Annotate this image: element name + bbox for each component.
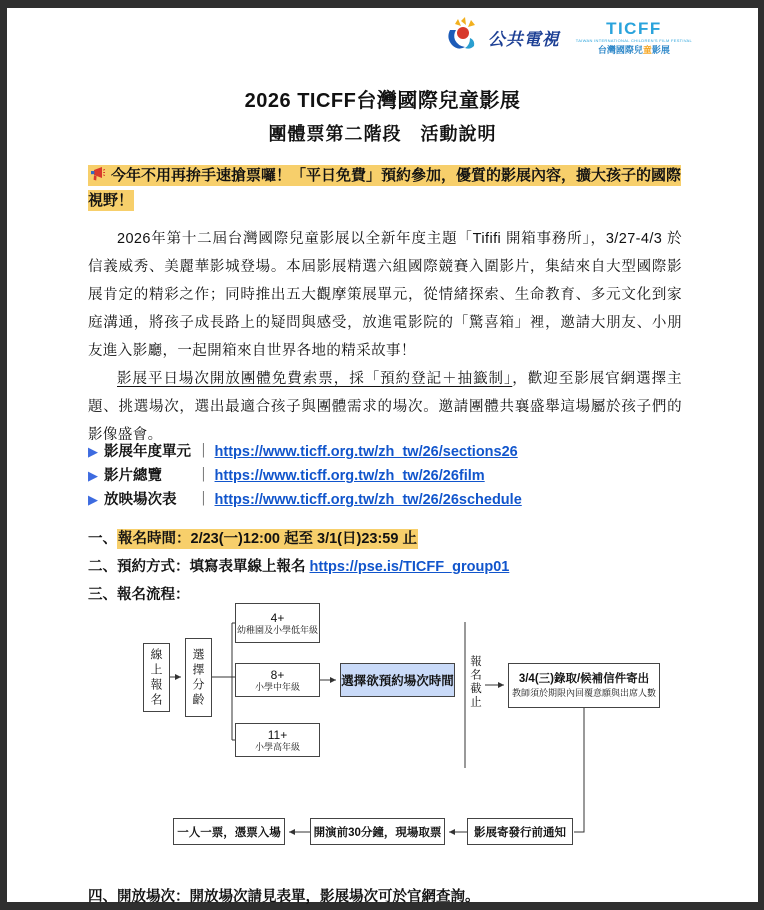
- header-logos: [444, 16, 692, 59]
- flow-online-signup-box: 線上報名: [143, 643, 170, 712]
- ticff-logo-subtitle: 台灣國際兒童影展: [597, 45, 670, 55]
- notice-paragraph: [88, 365, 682, 449]
- callout-text: 今年不用再拚手速搶票囉！「平日免費」預約參加，優質的影展內容，擴大孩子的國際視野！: [88, 167, 682, 209]
- triangle-marker-icon: ▶: [88, 492, 98, 507]
- link-label: 影片總覽: [104, 468, 162, 484]
- pts-star-icon: [444, 16, 484, 59]
- schedule-link[interactable]: https://www.ticff.org.tw/zh_tw/26/26schedule: [214, 492, 522, 508]
- flow-deadline-label: 報名截止: [469, 655, 481, 709]
- flow-pick-session-box: 選擇欲預約場次時間: [340, 663, 455, 697]
- item-registration-time: 一、報名時間：2/23(一)12:00 起至 3/1(日)23:59 止: [88, 531, 417, 547]
- megaphone-icon: [89, 166, 105, 189]
- ticff-logo-tagline: TAIWAN INTERNATIONAL CHILDREN'S FILM FESTIVAL: [575, 38, 692, 43]
- item-registration-method: 二、預約方式：填寫表單線上報名 https://pse.is/TICFF_group01: [88, 559, 510, 575]
- link-row-schedule: ▶ 放映場次表 ｜ https://www.ticff.org.tw/zh_tw/26/26schedule: [88, 488, 682, 512]
- document-page: [7, 8, 758, 905]
- notice-underlined: 影展平日場次開放團體免費索票，採「預約登記＋抽籤制」: [117, 371, 513, 387]
- item-open-sessions: 四、開放場次：開放場次請見表單，影展場次可於官網查詢。: [88, 889, 480, 905]
- link-row-films: ▶ 影片總覽 ｜ https://www.ticff.org.tw/zh_tw/26/26film: [88, 464, 682, 488]
- flow-age-4plus-box: 4+ 幼稚園及小學低年級: [235, 603, 320, 643]
- ticff-logo-text: TICFF: [606, 19, 662, 38]
- sections-link[interactable]: https://www.ticff.org.tw/zh_tw/26/sections26: [214, 444, 518, 460]
- callout-banner: [88, 164, 682, 212]
- flow-age-11plus-box: 11+ 小學高年級: [235, 723, 320, 757]
- flow-age-8plus-box: 8+ 小學中年級: [235, 663, 320, 697]
- notice-rest: ，歡迎至影展官網選擇主題、挑選場次，選出最適合孩子與團體需求的場次。邀請團體共襄盛舉這場屬於孩子們的影像盛會。: [88, 371, 682, 443]
- ticff-mascot-glyph: 童: [642, 45, 652, 55]
- flow-ticket-pickup-box: 開演前30分鐘，現場取票: [310, 818, 445, 845]
- link-label: 影展年度單元: [104, 444, 191, 460]
- page-title: 2026 TICFF台灣國際兒童影展: [244, 90, 521, 112]
- triangle-marker-icon: ▶: [88, 468, 98, 483]
- triangle-marker-icon: ▶: [88, 444, 98, 459]
- flow-age-select-box: 選擇分齡: [185, 638, 212, 717]
- pts-logo: [444, 16, 560, 59]
- registration-time-highlight: 報名時間：2/23(一)12:00 起至 3/1(日)23:59 止: [118, 531, 417, 547]
- link-label: 放映場次表: [104, 492, 177, 508]
- ticff-logo: [576, 20, 692, 55]
- page-subtitle: 團體票第二階段 活動說明: [268, 124, 497, 144]
- registration-form-link[interactable]: https://pse.is/TICFF_group01: [309, 559, 510, 575]
- item-registration-process: 三、報名流程：: [88, 587, 190, 603]
- flow-entry-box: 一人一票，憑票入場: [173, 818, 285, 845]
- flow-result-mail-box: 3/4(三)錄取/候補信件寄出 教師須於期限內回覆意願與出席人數: [508, 663, 660, 708]
- films-link[interactable]: https://www.ticff.org.tw/zh_tw/26/26film: [214, 468, 485, 484]
- link-list: [88, 440, 682, 512]
- pts-logo-text: 公共電視: [487, 30, 560, 49]
- flow-pre-event-notice-box: 影展寄發行前通知: [467, 818, 573, 845]
- intro-paragraph: 2026年第十二屆台灣國際兒童影展以全新年度主題「Tififi 開箱事務所」，3/27-4/3 於信義威秀、美麗華影城登場。本屆影展精選六組國際競賽入圍影片，集結來自大型國際影展肯定的精彩之作；同時推出五大觀摩策展單元，從情緒探索、生命教育、多元文化到家庭溝通，將孩子成長路上的疑問與感受，放進電影院的「驚喜箱」裡，邀請大朋友、小朋友進入影廳，一起開箱來自世界各地的精采故事！: [88, 231, 682, 359]
- link-row-sections: ▶ 影展年度單元 ｜ https://www.ticff.org.tw/zh_tw/26/sections26: [88, 440, 682, 464]
- registration-flowchart: [88, 600, 682, 870]
